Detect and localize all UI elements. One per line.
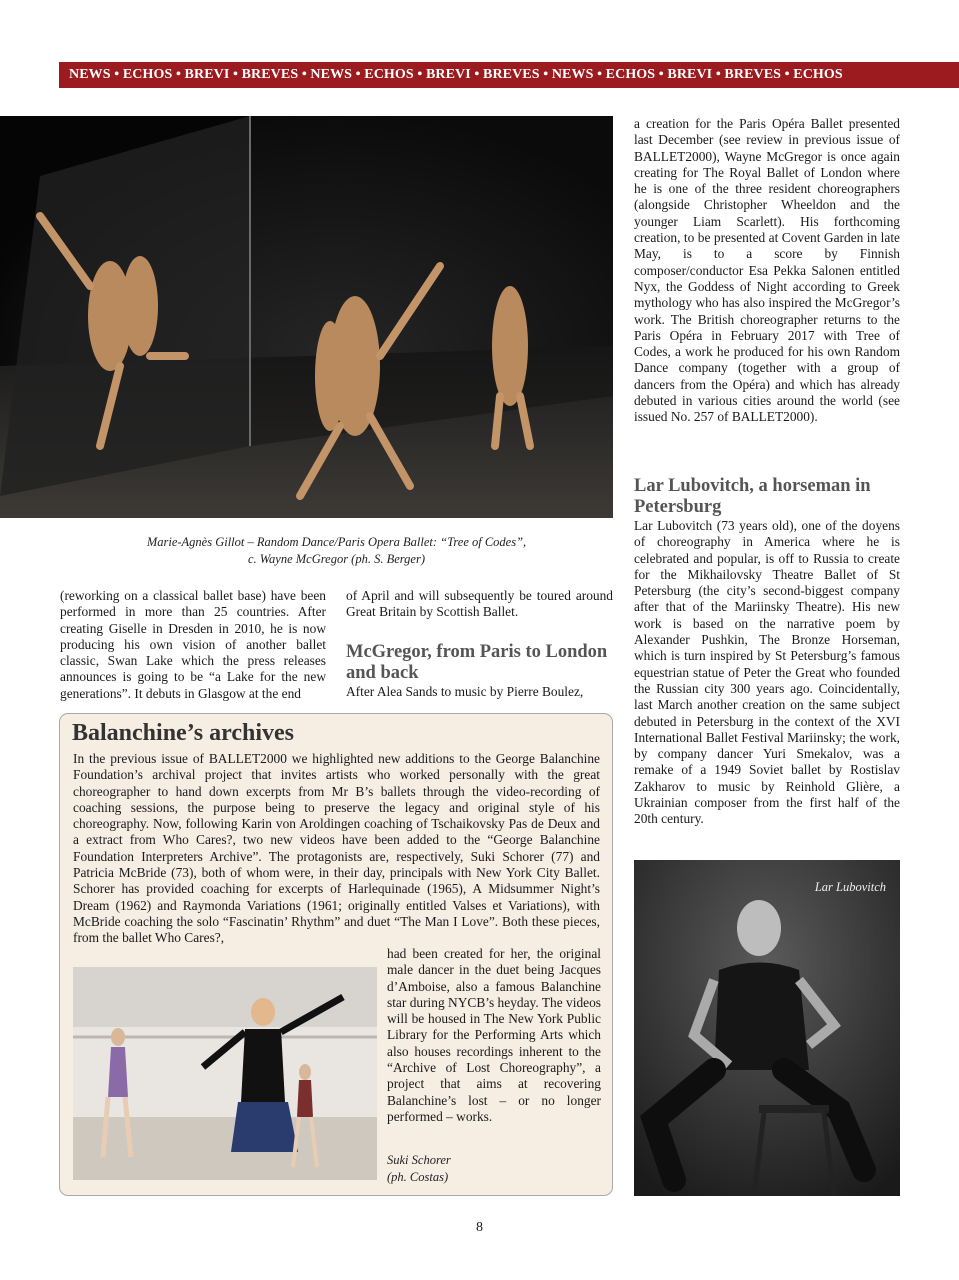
lubovitch-heading: Lar Lubovitch, a horseman in Petersburg [634,476,871,517]
caption-line: Suki Schorer [387,1153,451,1167]
article-text: (reworking on a classical ballet base) have been performed in more than 25 countries. After creating Giselle in Dresden in 2010, he is now producing his own vision of another ballet classic, Swan Lake which the press releases announces is going to be “a Lake for the new generations”. It debuts in Glasgow at the end [60,588,326,701]
article-col-2 [346,588,613,621]
caption-credit: c. Wayne McGregor (ph. S. Berger) [247,552,426,566]
main-photo-caption [60,534,613,568]
mcgregor-heading: McGregor, from Paris to London and back [346,642,608,683]
box-text-1: In the previous issue of BALLET2000 we highlighted new additions to the George Balanchine Foundation’s archival project that invites artists who worked personally with the great choreographer to hand down excerpts from Mr B’s ballets through the video-recording of coaching sessions, the purpose being to preserve the legacy and original style of his choreography. Now, following Karin von Aroldingen coaching of Tschaikovsky Pas de Deux and a extract from Who Cares?, two new videos have been added to the “George Balanchine Foundation Interpreters Archive”. The protagonists are, respectively, Suki Schorer (77) and Patricia McBride (73), both of whom were, in their day, principals with New York City Ballet. Schorer has provided coaching for excerpts of Harlequinade (1965), A Midsummer Night’s Dream (1962) and Raymonda Variations (1961; originally entitled Valses et Variations), with McBride coaching the solo “Fascinatin’ Rhythm” and duet “The Man I Love”. Both these pieces, from the ballet Who Cares?, [73,751,600,946]
box-title: Balanchine’s archives [72,720,295,746]
article-text: of April and will subsequently be toured around Great Britain by Scottish Ballet. [346,588,613,620]
lubovitch-text [634,518,900,828]
photo-label: Lar Lubovitch [814,880,886,894]
article-text: a creation for the Paris Opéra Ballet presented last December (see review in previous issue of BALLET2000), Wayne McGregor is once again creating for The Royal Ballet of London where he is one of the three resident choreographers (alongside Christopher Wheeldon and the younger Liam Scarlett). His forthcoming creation, to be presented at Covent Garden in late May, is to a score by Finnish composer/conductor Esa Pekka Salonen entitled Nyx, the Goddess of Night according to Greek mythology who has also inspired the McGregor’s work. The British choreographer returns to the Paris Opéra in February 2017 with Tree of Codes, a work he produced for his own Random Dance company (together with a group of dancers from the Opéra) and which has already debuted in various cities around the world (see issued No. 257 of BALLET2000). [634,116,900,425]
caption-line: Marie-Agnès Gillot – Random Dance/Paris Opera Ballet: “Tree of Codes”, [146,535,527,549]
schorer-photo [73,967,377,1180]
box-text-2: had been created for her, the original male dancer in the duet being Jacques d’Amboise, also a famous Balanchine star during NYCB’s heyday. The videos will be housed in The New York Public Library for the Performing Arts which also houses recordings inherent to the “Archive of Lost Choreography”, a project that aims at recovering Balanchine’s lost – or no longer performed – works. [387,946,601,1124]
portrait-image [634,860,900,1196]
article-col-1 [60,588,326,702]
mcgregor-text-1 [346,684,613,700]
section-banner: NEWS • ECHOS • BREVI • BREVES • NEWS • ECHOS • BREVI • BREVES • NEWS • ECHOS • BREVI • BREVES • ECHOS [59,62,959,88]
page-number: 8 [476,1220,483,1235]
schorer-caption [387,1152,451,1186]
balanchine-box [59,713,613,1196]
caption-credit: (ph. Costas) [387,1170,449,1184]
rehearsal-image [73,967,377,1180]
lubovitch-photo [634,860,900,1196]
dancers-image [0,116,613,518]
article-text: Lar Lubovitch (73 years old), one of the doyens of choreography in America where he is celebrated and popular, is off to Russia to create for the Mikhailovsky Theatre Ballet of St Petersburg (the city’s second-biggest company after that of the Mariinsky Theatre). His new work is based on the narrative poem by Alexander Pushkin, The Bronze Horseman, which is turn inspired by St Petersburg’s famous equestrian statue of Peter the Great who founded the Russian city 300 years ago. Coincidentally, last March another creation on the same subject debuted in Petersburg in the context of the XVI International Ballet Festival Mariinsky; the work, by company dancer Yuri Smekalov, was a remake of a 1949 Soviet ballet by Rostislav Zakharov to music by Reinhold Glière, a Ukrainian composer from the first half of the 20th century. [634,518,900,827]
mcgregor-text-2 [634,116,900,426]
main-photo [0,116,613,518]
article-text: After Alea Sands to music by Pierre Boulez, [346,684,584,699]
